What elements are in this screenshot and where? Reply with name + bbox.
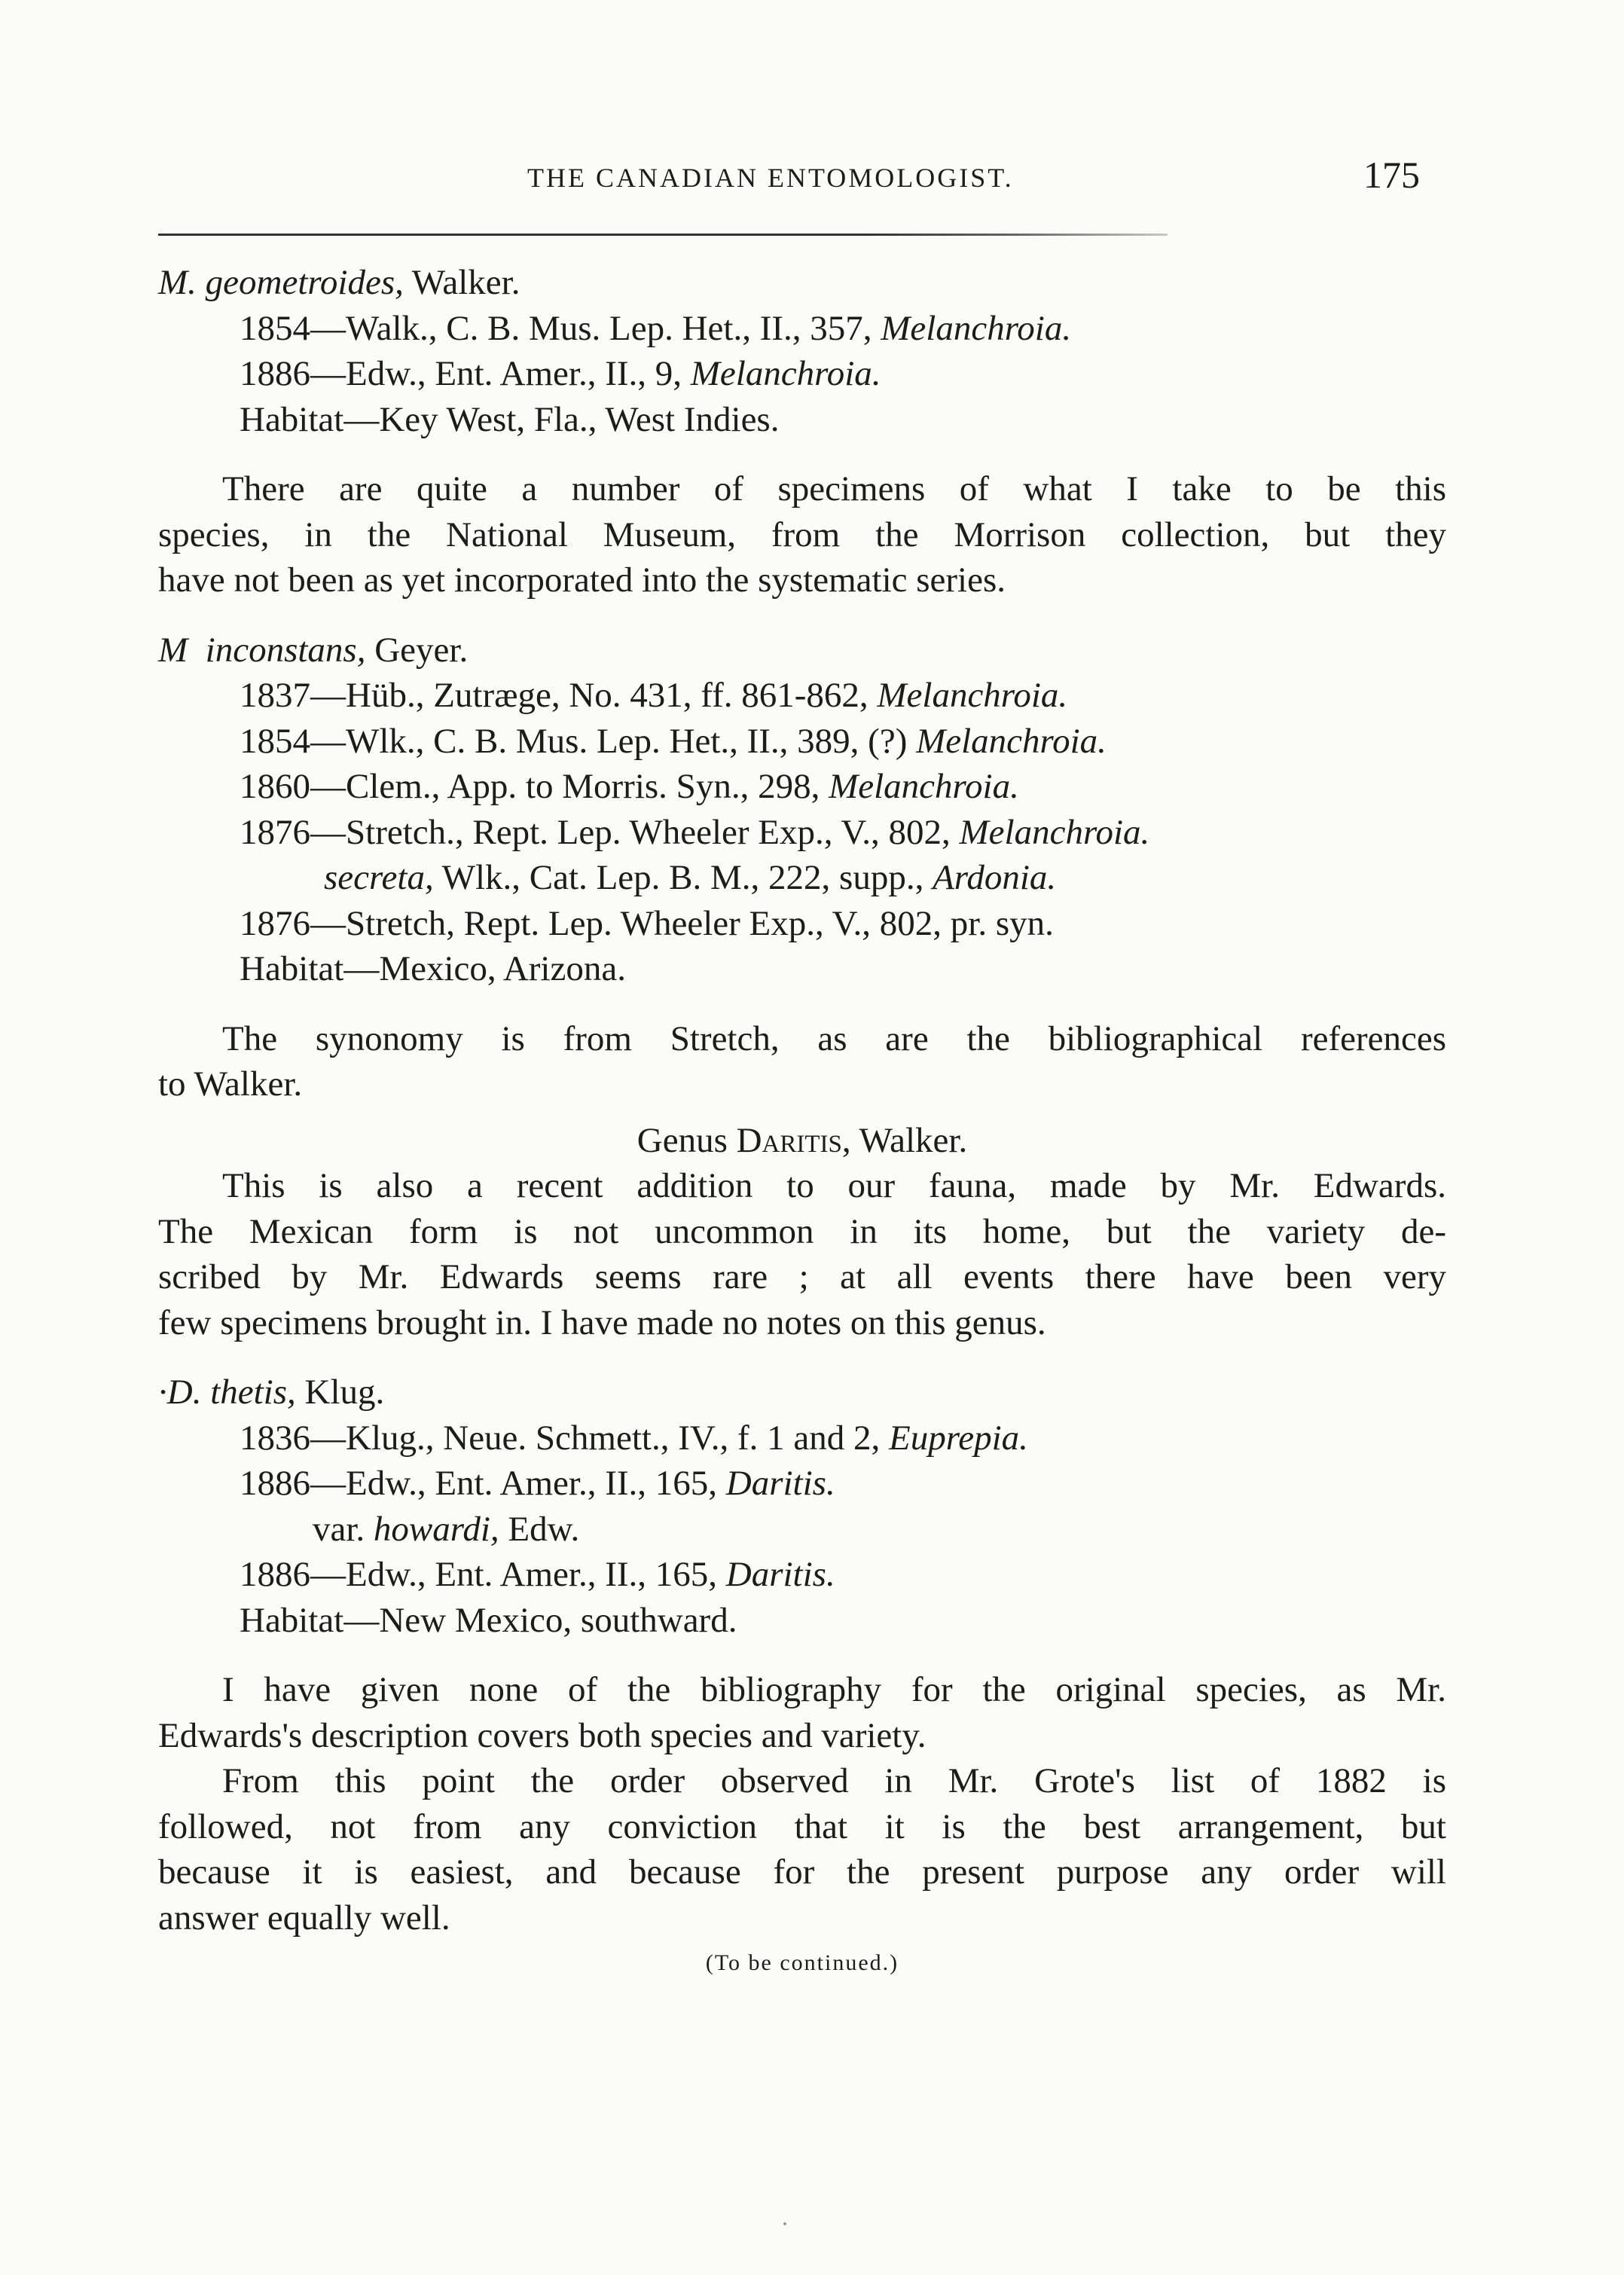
synonym-name: secreta, (324, 858, 434, 897)
genus-ref: Daritis. (725, 1464, 835, 1503)
reference-line: 1886—Edw., Ent. Amer., II., 9, Melanchroia. (240, 354, 881, 393)
habitat-line: Habitat—Key West, Fla., West Indies. (240, 399, 780, 439)
species-entry-geometroides (158, 260, 1446, 306)
page-number: 175 (1363, 154, 1420, 196)
genus-ref: Melanchroia. (829, 767, 1019, 806)
species-author: Geyer. (365, 630, 469, 670)
genus-abbrev: ·D. (158, 1373, 202, 1412)
species-author: Walker. (403, 263, 520, 302)
variety-line: var. howardi, Edw. (313, 1509, 580, 1549)
genus-abbrev: M (158, 630, 188, 670)
reference-line: 1837—Hüb., Zutræge, No. 431, ff. 861-862, Melanchroia. (240, 676, 1068, 715)
species-entry-inconstans (158, 628, 1446, 673)
habitat-line: Habitat—New Mexico, southward. (240, 1600, 737, 1640)
to-be-continued: (To be continued.) (705, 1950, 899, 1975)
body-text (158, 260, 1446, 1986)
genus-ref: Melanchroia. (959, 812, 1150, 852)
reference-line: 1876—Stretch, Rept. Lep. Wheeler Exp., V., 802, pr. syn. (240, 903, 1054, 943)
synonym-line: secreta, Wlk., Cat. Lep. B. M., 222, supp., Ardonia. (324, 858, 1057, 897)
genus-ref: Euprepia. (889, 1418, 1028, 1458)
species-author: Klug. (295, 1373, 385, 1412)
page-speck (783, 2222, 786, 2225)
genus-ref: Melanchroia. (690, 354, 881, 393)
species-name: thetis, (210, 1373, 296, 1412)
habitat-line: Habitat—Mexico, Arizona. (240, 949, 626, 988)
genus-ref: Melanchroia. (916, 721, 1107, 761)
genus-ref: Melanchroia. (881, 308, 1072, 348)
species-name: geometroides, (205, 263, 404, 302)
variety-name: howardi, (373, 1509, 499, 1549)
reference-line: 1854—Walk., C. B. Mus. Lep. Het., II., 357, Melanchroia. (240, 308, 1072, 348)
reference-line: 1836—Klug., Neue. Schmett., IV., f. 1 and 2, Euprepia. (240, 1418, 1028, 1458)
paragraph-daritis: This is also a recent addition to our fauna, made by Mr. Edwards. The Mexican form is not uncommon in its home, but the variety de- scribed by Mr. Edwards seems rare ; at all events there have been very few specimens brought in. I have made no notes on this genus. (158, 1166, 1446, 1342)
reference-line: 1886—Edw., Ent. Amer., II., 165, Daritis. (240, 1555, 835, 1594)
paragraph-specimens: There are quite a number of specimens of what I take to be this species, in the National Museum, from the Morrison collection, but they have not been as yet incorporated into the systematic series. (158, 469, 1446, 600)
page-header (0, 154, 1624, 207)
genus-heading: Genus Daritis, Walker. (636, 1120, 968, 1160)
species-name: inconstans, (205, 630, 366, 670)
paragraph-bibliography: I have given none of the bibliography for the original species, as Mr. Edwards's description covers both species and variety. (158, 1670, 1446, 1755)
genus-ref: Daritis. (725, 1555, 835, 1594)
reference-line: 1860—Clem., App. to Morris. Syn., 298, Melanchroia. (240, 767, 1019, 806)
paragraph-synonomy: The synonomy is from Stretch, as are the bibliographical references to Walker. (158, 1018, 1446, 1104)
reference-line: 1886—Edw., Ent. Amer., II., 165, Daritis. (240, 1464, 835, 1503)
genus-name: Daritis (736, 1120, 842, 1160)
running-head: THE CANADIAN ENTOMOLOGIST. (527, 163, 1014, 193)
reference-line: 1876—Stretch., Rept. Lep. Wheeler Exp., V., 802, Melanchroia. (240, 812, 1150, 852)
genus-ref: Ardonia. (933, 858, 1057, 897)
header-rule (158, 234, 1168, 236)
genus-ref: Melanchroia. (877, 676, 1068, 715)
paragraph-order: From this point the order observed in Mr. Grote's list of 1882 is followed, not from any conviction that it is the best arrangement, but because it is easiest, and because for the present purpose any order will answer equally well. (158, 1761, 1446, 1938)
genus-abbrev: M. (158, 263, 197, 302)
reference-line: 1854—Wlk., C. B. Mus. Lep. Het., II., 389, (?) Melanchroia. (240, 721, 1107, 761)
species-entry-thetis (158, 1370, 1446, 1415)
